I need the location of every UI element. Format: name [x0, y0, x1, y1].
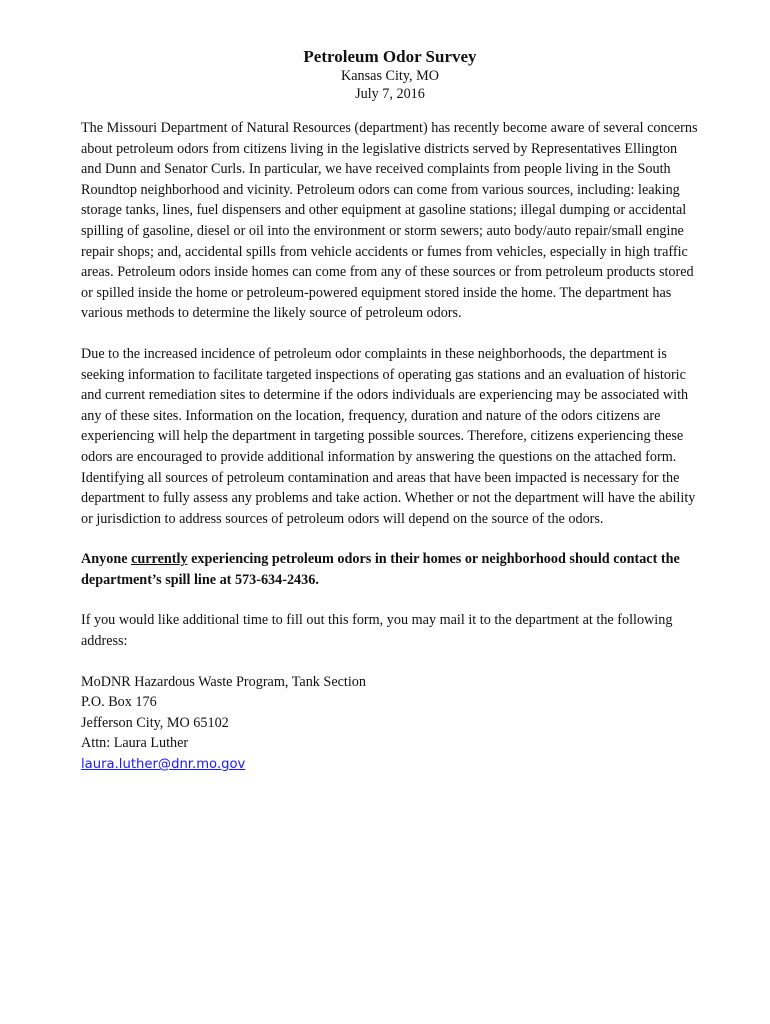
document-page	[81, 46, 699, 776]
document-header	[81, 46, 699, 103]
address-email-line	[81, 754, 699, 776]
document-title: Petroleum Odor Survey	[303, 47, 477, 66]
address-line-attention: Attn: Laura Luther	[81, 735, 189, 752]
notice-emphasis-currently: currently	[131, 551, 188, 568]
address-line-organization: MoDNR Hazardous Waste Program, Tank Section	[81, 673, 366, 690]
paragraph-introduction: The Missouri Department of Natural Resources (department) has recently become aware of several concerns about petroleum odors from citizens living in the legislative districts served by Representatives Ellington and Dunn and Senator Curls. In particular, we have received complaints from people living in the South Roundtop neighborhood and vicinity. Petroleum odors can come from various sources, including: leaking storage tanks, lines, fuel dispensers and other equipment at gasoline stations; illegal dumping or accidental spilling of gasoline, diesel or oil into the environment or storm sewers; auto body/auto repair/small engine repair shops; and, accidental spills from vehicle accidents or fumes from vehicles, especially in high traffic areas. Petroleum odors inside homes can come from any of these sources or from petroleum products stored or spilled inside the home or petroleum-powered equipment stored inside the home. The department has various methods to determine the likely source of petroleum odors.	[81, 120, 698, 322]
document-date: July 7, 2016	[355, 86, 425, 102]
paragraph-information-request: Due to the increased incidence of petroleum odor complaints in these neighborhoods, the department is seeking information to facilitate targeted inspections of operating gas stations and an evaluation of historic and current remediation sites to determine if the odors individuals are experiencing may be associated with any of these sites. Information on the location, frequency, duration and nature of the odors citizens are experiencing will help the department in targeting possible sources. Therefore, citizens experiencing these odors are encouraged to provide additional information by answering the questions on the attached form. Identifying all sources of petroleum contamination and areas that have been impacted is necessary for the department to fully assess any problems and take action. Whether or not the department will have the ability or jurisdiction to address sources of petroleum odors will depend on the source of the odors.	[81, 345, 696, 527]
address-line-city: Jefferson City, MO 65102	[81, 714, 229, 731]
address-line-po-box: P.O. Box 176	[81, 694, 157, 711]
notice-text-after: experiencing petroleum odors in their homes or neighborhood should contact the department’s spill line at 573-634-2436.	[81, 551, 680, 588]
paragraph-mail-instructions: If you would like additional time to fill out this form, you may mail it to the department at the following address:	[81, 612, 673, 650]
email-link[interactable]: laura.luther@dnr.mo.gov	[81, 757, 246, 773]
spill-line-notice	[81, 549, 699, 590]
mailing-address	[81, 672, 699, 776]
document-location: Kansas City, MO	[341, 68, 439, 84]
notice-text-before: Anyone	[81, 551, 132, 568]
